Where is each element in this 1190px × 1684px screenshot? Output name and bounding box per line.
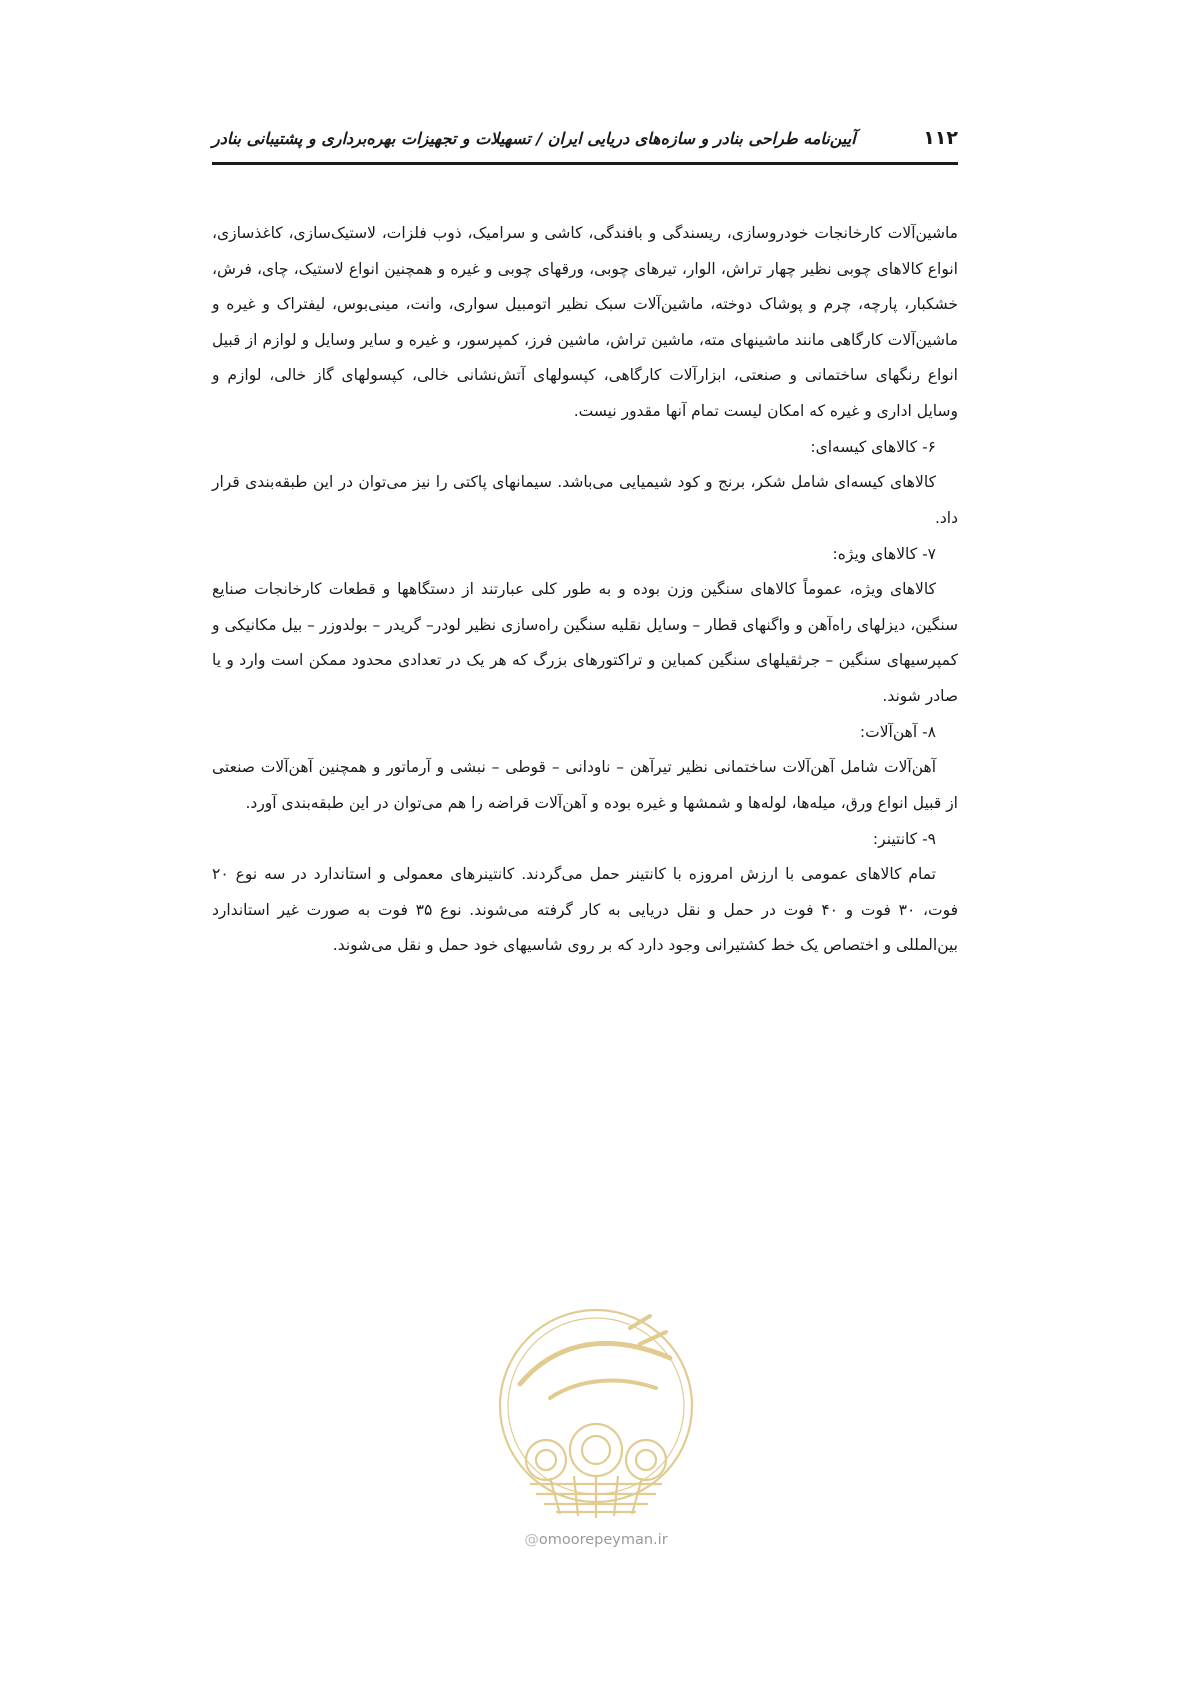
page-number: ۱۱۲: [923, 127, 958, 149]
page-header: [212, 118, 958, 165]
at-icon: @: [524, 1532, 539, 1548]
paragraph-iron-goods: آهن‌آلات شامل آهن‌آلات ساختمانی نظیر تیرآهن – ناودانی – قوطی – نبشی و آرماتور و همچنین آهن‌آلات صنعتی از قبیل انواع ورق، میله‌ها، لوله‌ها و شمشها و غیره بوده و آهن‌آلات قراضه را هم می‌توان در این طبقه‌بندی آورد.: [212, 758, 958, 812]
watermark: [480, 1288, 712, 1568]
running-title: آیین‌نامه طراحی بنادر و سازه‌های دریایی ایران / تسهیلات و تجهیزات بهره‌برداری و پشتیبانی بنادر: [212, 128, 856, 148]
body-text: [212, 216, 958, 964]
heading-special-goods: ۷- کالاهای ویژه:: [832, 545, 936, 563]
heading-iron-goods: ۸- آهن‌آلات:: [859, 723, 936, 741]
paragraph-special-goods: کالاهای ویژه، عموماً کالاهای سنگین وزن بوده و به طور کلی عبارتند از دستگاهها و قطعات کارخانجات صنایع سنگین، دیزلهای راه‌آهن و واگنهای قطار – وسایل نقلیه سنگین راه‌سازی نظیر لودر– گریدر – بولدوزر – بیل مکانیکی و کمپرسیهای سنگین – جرثقیلهای سنگین کمباین و تراکتورهای بزرگ که هر یک در تعدادی محدود ممکن است وارد و یا صادر شوند.: [212, 580, 958, 705]
heading-bagged-goods: ۶- کالاهای کیسه‌ای:: [810, 438, 936, 456]
paragraph-goods-list: ماشین‌آلات کارخانجات خودروسازی، ریسندگی و بافندگی، کاشی و سرامیک، ذوب فلزات، لاستیک‌سازی، کاغذسازی، انواع کالاهای چوبی نظیر چهار تراش، الوار، تیرهای چوبی، ورقهای چوبی و غیره و همچنین انواع لاستیک، چای، فرش، خشکبار، پارچه، چرم و پوشاک دوخته، ماشین‌آلات سبک نظیر اتومبیل سواری، وانت، مینی‌بوس، لیفتراک و غیره و ماشین‌آلات کارگاهی مانند ماشینهای مته، ماشین تراش، ماشین فرز، کمپرسور، و غیره و سایر وسایل و لوازم از قبیل انواع رنگهای ساختمانی و صنعتی، ابزارآلات کارگاهی، کپسولهای آتش‌نشانی خالی، کپسولهای گاز خالی، لوازم و وسایل اداری و غیره که امکان لیست تمام آنها مقدور نیست.: [212, 224, 958, 420]
paragraph-container: تمام کالاهای عمومی با ارزش امروزه با کانتینر حمل می‌گردند. کانتینرهای معمولی و استاندارد در سه نوع ۲۰ فوت، ۳۰ فوت و ۴۰ فوت در حمل و نقل دریایی به کار گرفته می‌شوند. نوع ۳۵ فوت به صورت غیر استاندارد بین‌المللی و اختصاص یک خط کشتیرانی وجود دارد که بر روی شاسیهای خود حمل و نقل می‌شوند.: [212, 865, 959, 954]
watermark-site: omoorepeyman.ir: [538, 1532, 668, 1548]
watermark-logo-icon: [480, 1288, 712, 1528]
heading-container: ۹- کانتینر:: [872, 830, 936, 848]
paragraph-bagged-goods: کالاهای کیسه‌ای شامل شکر، برنج و کود شیمیایی می‌باشد. سیمانهای پاکتی را نیز می‌توان در این طبقه‌بندی قرار داد.: [212, 473, 958, 527]
watermark-caption: [480, 1532, 712, 1548]
